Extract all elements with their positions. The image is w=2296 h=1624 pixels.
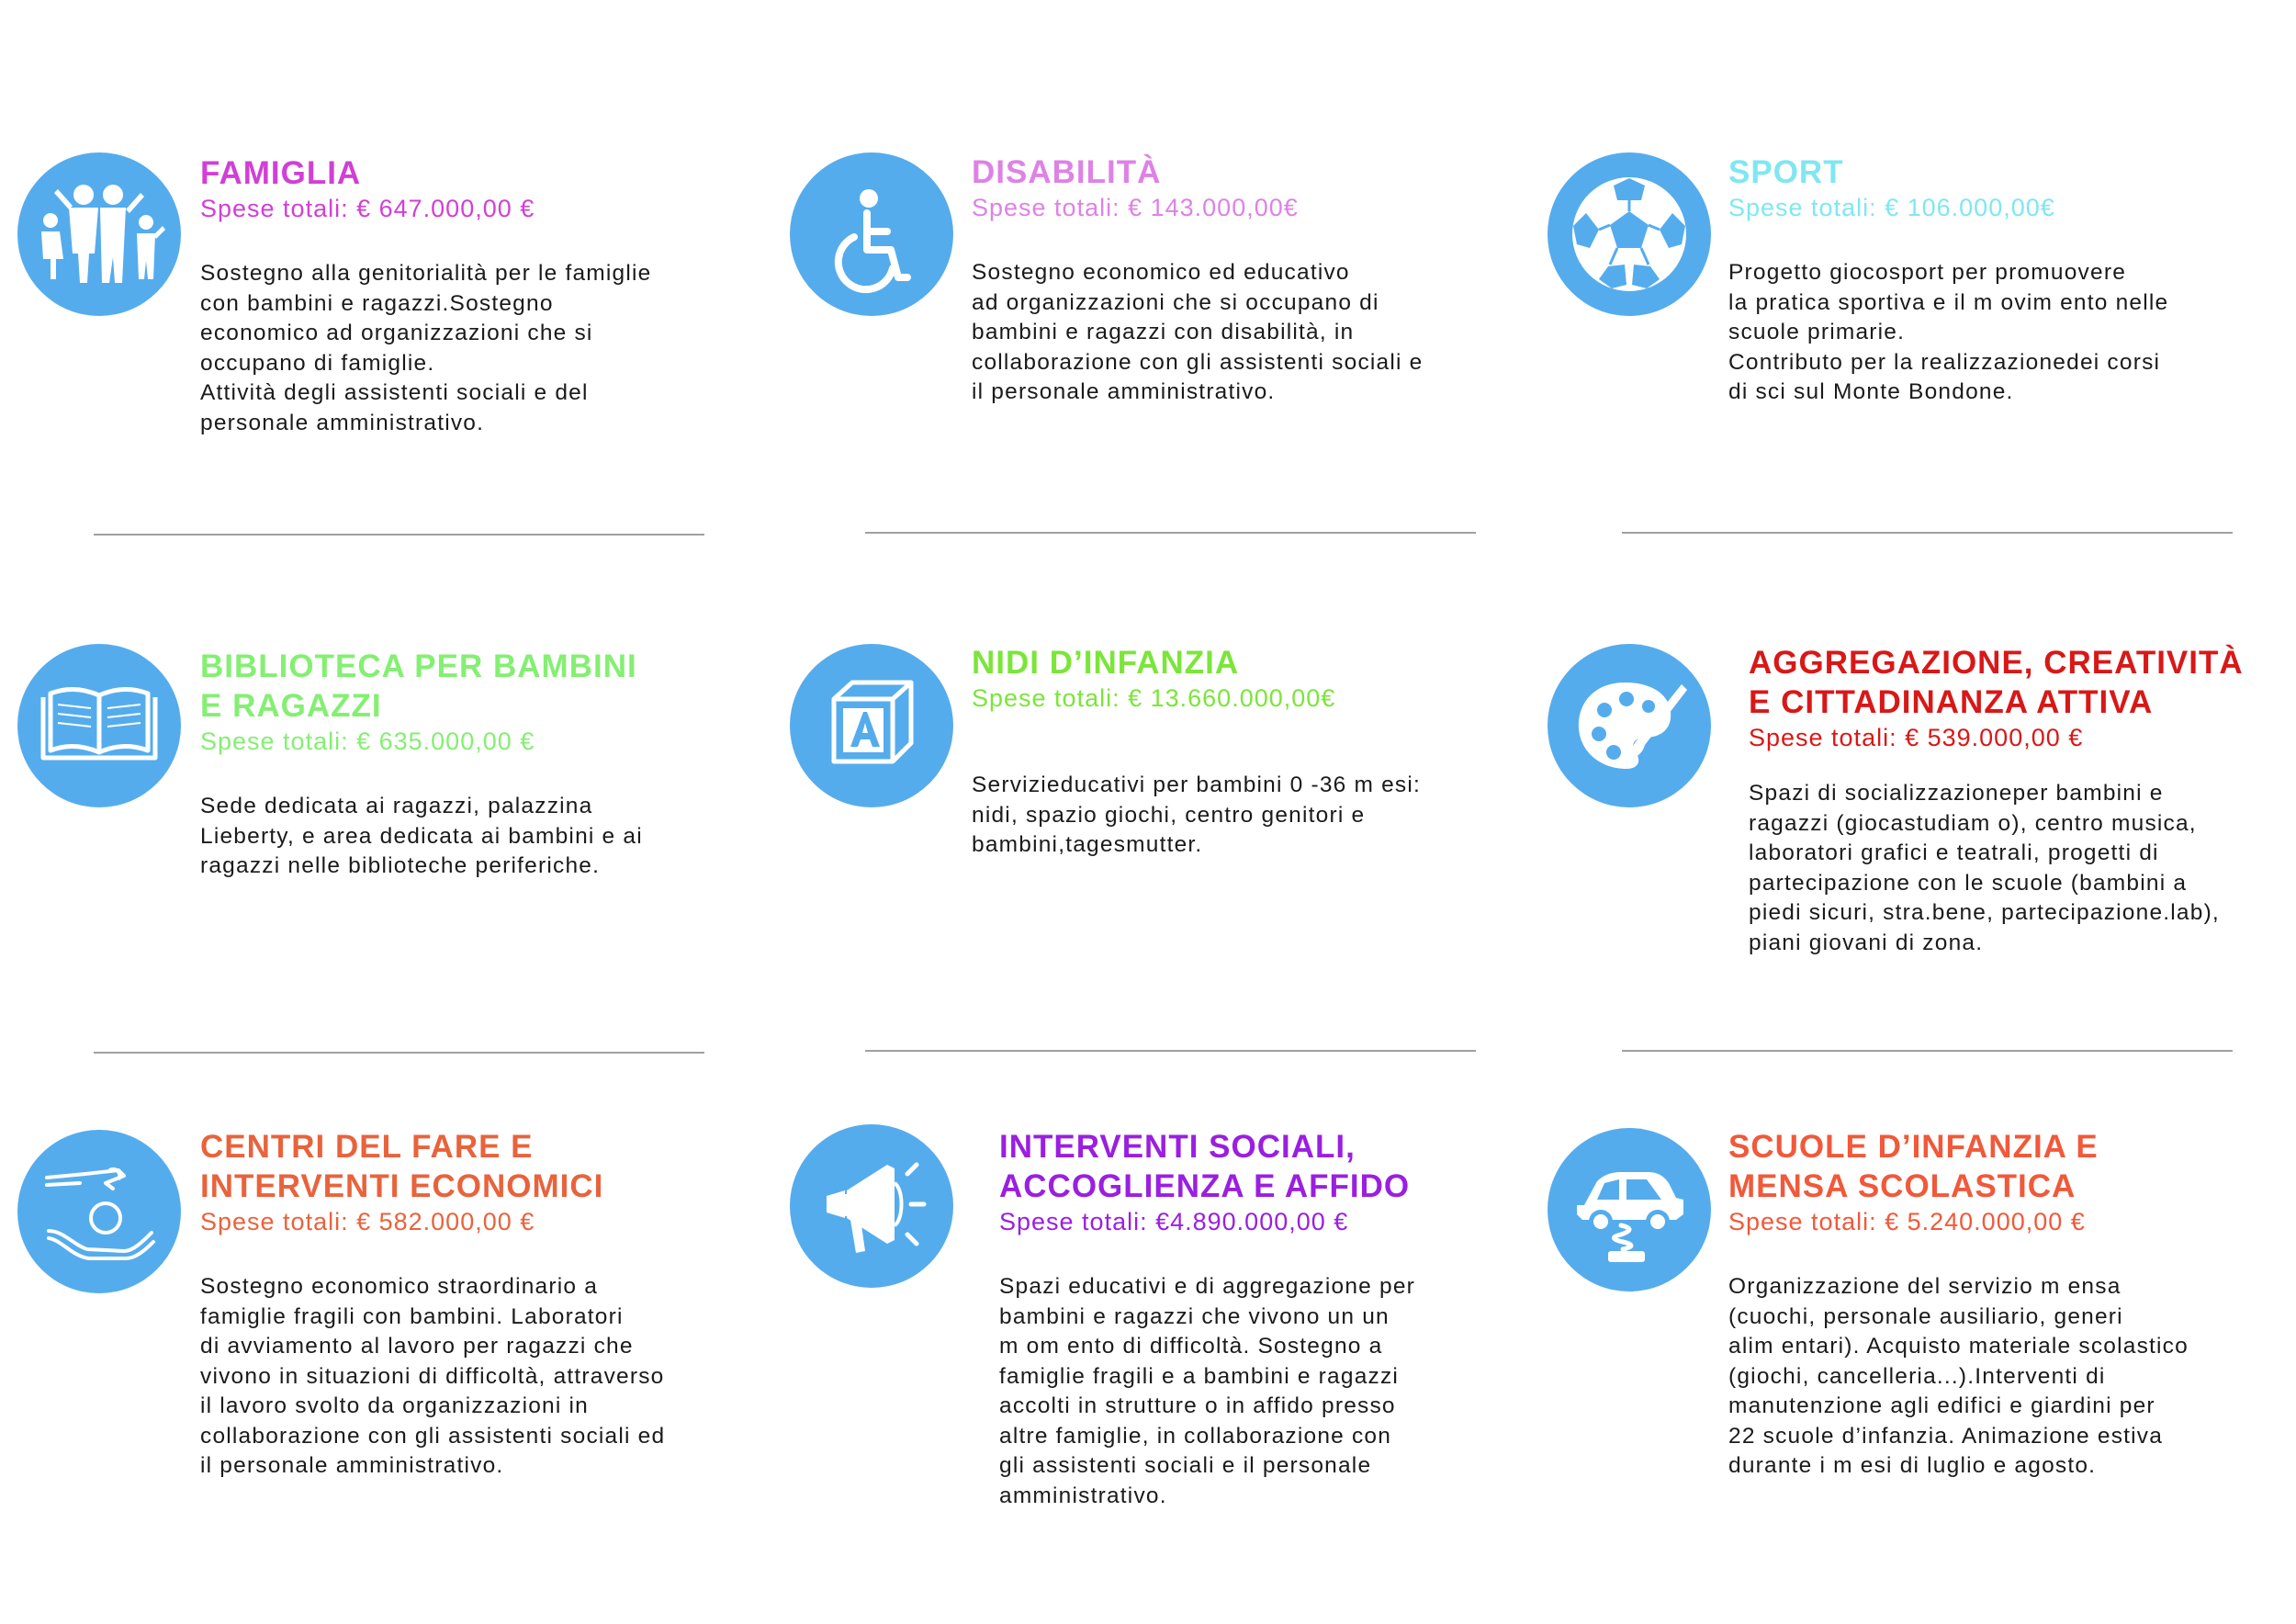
paint-palette-icon <box>1548 644 1711 807</box>
wheelchair-icon <box>790 152 953 316</box>
card-title: NIDI D’INFANZIA <box>972 645 1240 681</box>
soccer-ball-icon <box>1548 152 1711 316</box>
card-description: Sostegno alla genitorialità per le famiglie con bambini e ragazzi.Sostegno economico ad organizzazioni che si occupano di famiglie. Attività degli assistenti sociali e del personale amministrativo. <box>200 261 652 435</box>
card-title: INTERVENTI SOCIALI, ACCOGLIENZA E AFFIDO <box>999 1129 1411 1204</box>
card-description: Sede dedicata ai ragazzi, palazzina Lieberty, e area dedicata ai bambini e ai ragazzi nelle biblioteche periferiche. <box>200 794 643 878</box>
card-description: Spazi educativi e di aggregazione per bambini e ragazzi che vivono un un m om ento di difficoltà. Sostegno a famiglie fragili e a bambini e ragazzi accolti in strutture o in affido presso altre famiglie, in collaborazione con gli assistenti sociali e il personale amministrativo. <box>999 1274 1416 1508</box>
card-description: Sostegno economico straordinario a famiglie fragili con bambini. Laboratori di avviamento al lavoro per ragazzi che vivono in situazioni di difficoltà, attraverso il lavoro svolto da organizzazioni in collaborazione con gli assistenti sociali ed il personale amministrativo. <box>200 1274 666 1478</box>
card-description: Organizzazione del servizio m ensa (cuochi, personale ausiliario, generi alim entari). Acquisto materiale scolastico (giochi, cancelleria...).Interventi di manutenzione agli edifici e giardini per 22 scuole d’infanzia. Animazione estiva durante i m esi di luglio e agosto. <box>1728 1274 2189 1478</box>
card-title: SPORT <box>1728 154 1844 190</box>
card-spese-totali: Spese totali: € 635.000,00 € <box>200 727 535 755</box>
card-description: Spazi di socializzazioneper bambini e ragazzi (giocastudiam o), centro musica, laboratori grafici e teatrali, progetti di partecipazione con le scuole (bambini a piedi sicuri, stra.bene, partecipazione.lab), piani giovani di zona. <box>1749 781 2220 955</box>
divider <box>865 1050 1476 1052</box>
divider <box>94 1052 704 1054</box>
card-spese-totali: Spese totali: € 106.000,00€ <box>1728 194 2055 221</box>
card-description: Progetto giocosport per promuovere la pratica sportiva e il m ovim ento nelle scuole primarie. Contributo per la realizzazionedei corsi di sci sul Monte Bondone. <box>1728 260 2169 404</box>
megaphone-icon <box>790 1124 953 1288</box>
card-title: BIBLIOTECA PER BAMBINI E RAGAZZI <box>200 648 637 724</box>
card-title: CENTRI DEL FARE E INTERVENTI ECONOMICI <box>200 1129 604 1204</box>
card-spese-totali: Spese totali: € 5.240.000,00 € <box>1728 1208 2086 1235</box>
card-spese-totali: Spese totali: € 143.000,00€ <box>972 194 1299 221</box>
spring-rider-icon <box>1548 1128 1711 1291</box>
card-spese-totali: Spese totali: € 582.000,00 € <box>200 1208 535 1235</box>
card-spese-totali: Spese totali: € 539.000,00 € <box>1749 724 2084 751</box>
card-title: FAMIGLIA <box>200 155 362 191</box>
divider <box>865 532 1476 534</box>
card-title: SCUOLE D’INFANZIA E MENSA SCOLASTICA <box>1728 1129 2099 1204</box>
divider <box>94 534 704 536</box>
card-spese-totali: Spese totali: €4.890.000,00 € <box>999 1208 1349 1235</box>
divider <box>1622 532 2233 534</box>
letter-block-icon <box>790 644 953 807</box>
card-title: DISABILITÀ <box>972 154 1162 190</box>
family-icon <box>17 152 181 316</box>
card-spese-totali: Spese totali: € 647.000,00 € <box>200 195 535 222</box>
open-book-icon <box>17 644 181 807</box>
card-spese-totali: Spese totali: € 13.660.000,00€ <box>972 684 1336 712</box>
card-description: Servizieducativi per bambini 0 -36 m esi: nidi, spazio giochi, centro genitori e bambini,tagesmutter. <box>972 773 1422 857</box>
card-description: Sostegno economico ed educativo ad organizzazioni che si occupano di bambini e ragazzi con disabilità, in collaborazione con gli assistenti sociali e il personale amministrativo. <box>972 260 1424 404</box>
divider <box>1622 1050 2233 1052</box>
hand-coin-icon <box>17 1130 181 1293</box>
card-title: AGGREGAZIONE, CREATIVITÀ E CITTADINANZA ATTIVA <box>1749 645 2244 720</box>
